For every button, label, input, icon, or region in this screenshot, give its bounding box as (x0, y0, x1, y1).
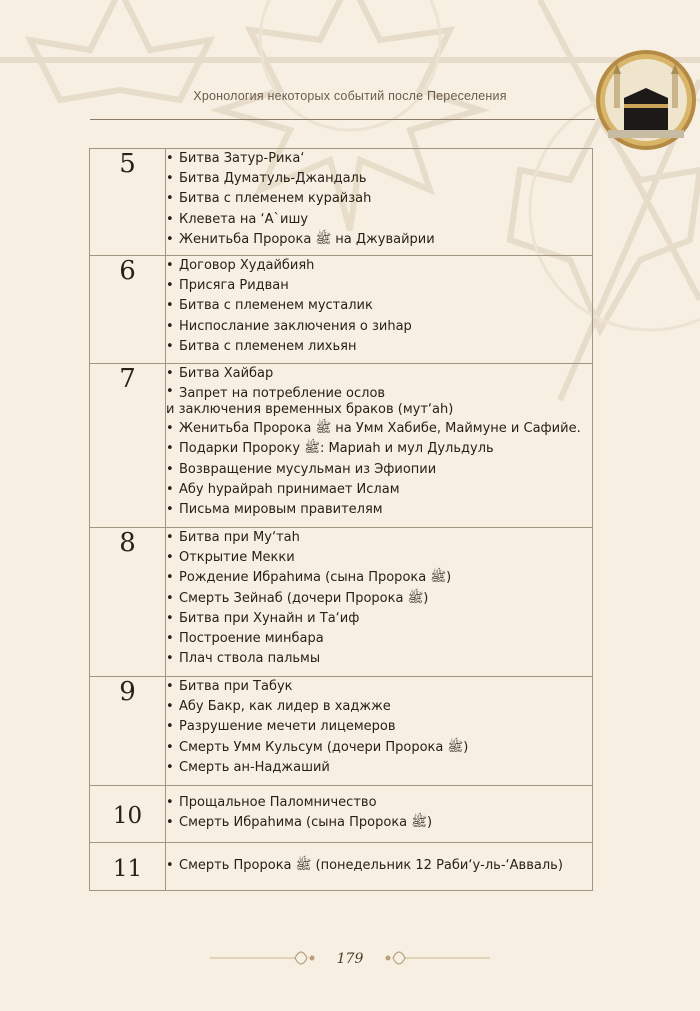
list-item: • Открытие Мекки (166, 548, 592, 568)
list-item: • Битва при Му‘таh (166, 528, 592, 548)
list-item: • Битва с племенем лихьян (166, 337, 592, 357)
list-item: • Женитьба Пророка ﷺ на Умм Хабибе, Маймуне и Сафийе. (166, 419, 592, 439)
running-header: Хронология некоторых событий после Переселения (193, 89, 507, 103)
events-cell (166, 786, 593, 843)
list-item: • Подарки Пророку ﷺ: Мариаh и мул Дульдуль (166, 439, 592, 459)
table-row (90, 256, 593, 364)
events-cell (166, 843, 593, 891)
list-item: • Ниспослание заключения о зиhар (166, 317, 592, 337)
list-item-line-1: Запрет на потребление ослов (179, 386, 386, 402)
table-row (90, 149, 593, 256)
table-row (90, 364, 593, 528)
events-cell (166, 256, 593, 364)
list-item: • Построение минбара (166, 629, 592, 649)
year-cell: 9 (90, 677, 166, 786)
list-item: • Смерть ан-Наджаший (166, 758, 592, 778)
list-item: • Битва Думатуль-Джандаль (166, 169, 592, 189)
table-row (90, 677, 593, 786)
list-item: • Возвращение мусульман из Эфиопии (166, 460, 592, 480)
year-cell: 8 (90, 528, 166, 677)
list-item: • Письма мировым правителям (166, 500, 592, 520)
page-number: 179 (336, 951, 364, 967)
table-row (90, 843, 593, 891)
list-item: • Плач ствола пальмы (166, 649, 592, 669)
list-item: • Присяга Ридван (166, 276, 592, 296)
list-item: • Женитьба Пророка ﷺ на Джувайрии (166, 230, 592, 250)
list-item: • Клевета на ‘А`ишу (166, 210, 592, 230)
year-cell: 11 (90, 843, 166, 891)
list-item: • Битва с племенем курайзаh (166, 189, 592, 209)
year-cell: 5 (90, 149, 166, 256)
list-item: • Битва при Хунайн и Та‘иф (166, 609, 592, 629)
list-item: • Смерть Пророка ﷺ (понедельник 12 Раби‘у-ль-‘Авваль) (166, 856, 592, 876)
list-item: • Битва с племенем мусталик (166, 296, 592, 316)
list-item: • Прощальное Паломничество (166, 793, 592, 813)
list-item: • Абу hурайраh принимает Ислам (166, 480, 592, 500)
list-item-line-2: и заключения временных браков (мут‘аh) (166, 401, 454, 417)
list-item (166, 384, 592, 419)
events-cell (166, 528, 593, 677)
list-item: • Договор Худайбияh (166, 256, 592, 276)
header-divider (90, 119, 595, 120)
list-item: • Смерть Ибраhима (сына Пророка ﷺ) (166, 813, 592, 833)
list-item: • Смерть Зейнаб (дочери Пророка ﷺ) (166, 589, 592, 609)
list-item: • Рождение Ибраhима (сына Пророка ﷺ) (166, 568, 592, 588)
table-row (90, 786, 593, 843)
list-item: • Смерть Умм Кульсум (дочери Пророка ﷺ) (166, 738, 592, 758)
kaaba-icon (594, 48, 698, 152)
list-item: • Разрушение мечети лицемеров (166, 717, 592, 737)
year-cell: 7 (90, 364, 166, 528)
chronology-table (89, 148, 593, 891)
list-item: • Абу Бакр, как лидер в хаджже (166, 697, 592, 717)
events-cell (166, 364, 593, 528)
events-cell (166, 149, 593, 256)
list-item: • Битва Затур-Рика‘ (166, 149, 592, 169)
list-item: • Битва при Табук (166, 677, 592, 697)
table-row (90, 528, 593, 677)
events-cell (166, 677, 593, 786)
year-cell: 6 (90, 256, 166, 364)
list-item: • Битва Хайбар (166, 364, 592, 384)
year-cell: 10 (90, 786, 166, 843)
